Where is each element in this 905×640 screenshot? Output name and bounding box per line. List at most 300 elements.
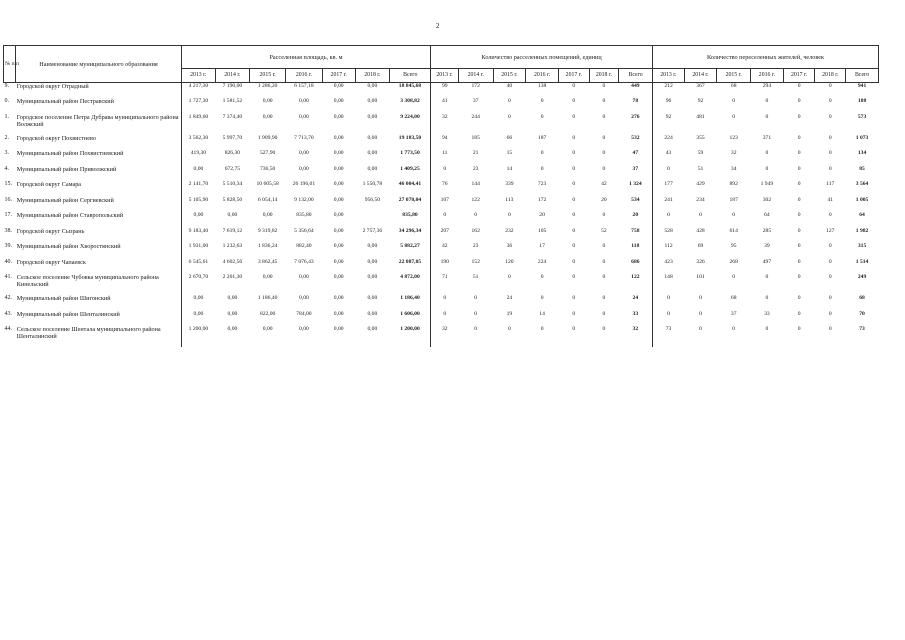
table-row bbox=[4, 114, 879, 135]
area-cell: 1 286,20 bbox=[250, 83, 286, 99]
people-cell: 0 bbox=[828, 150, 832, 156]
rooms-cell: 172 bbox=[537, 196, 547, 203]
area-cell: 0,00 bbox=[333, 113, 344, 120]
rooms-cell: 0 bbox=[540, 165, 544, 172]
area-cell: 0,00 bbox=[367, 258, 378, 265]
area-cell: 2 141,70 bbox=[181, 181, 215, 197]
rooms-cell: 138 bbox=[526, 83, 559, 99]
people-cell: 0 bbox=[828, 295, 832, 301]
area-cell: 4 602,56 bbox=[222, 258, 243, 265]
area-cell: 0,00 bbox=[227, 295, 238, 301]
rooms-cell: 23 bbox=[472, 165, 479, 172]
rooms-cell: 42 bbox=[601, 181, 607, 187]
people-cell: 573 bbox=[857, 113, 867, 120]
people-cell: 59 bbox=[697, 150, 704, 156]
area-cell: 7 713,70 bbox=[294, 134, 314, 141]
people-cell: 123 bbox=[729, 134, 738, 141]
rooms-cell: 36 bbox=[506, 243, 513, 249]
rooms-cell: 122 bbox=[471, 196, 480, 203]
rooms-cell: 0 bbox=[602, 274, 606, 280]
rooms-cell: 0 bbox=[474, 295, 478, 301]
row-number: 16. bbox=[4, 196, 12, 203]
area-cell: 5 828,50 bbox=[222, 196, 243, 203]
rooms-cell: 0 bbox=[572, 243, 576, 249]
area-cell: 0,00 bbox=[367, 134, 378, 141]
rooms-cell: 0 bbox=[602, 310, 606, 317]
rooms-cell: 0 bbox=[431, 311, 459, 327]
people-cell: 0 bbox=[783, 83, 815, 99]
rooms-cell: 0 bbox=[572, 134, 576, 141]
people-cell: 614 bbox=[729, 227, 738, 234]
header-rooms-year: 2013 г. bbox=[431, 69, 459, 83]
area-cell: 0,00 bbox=[333, 326, 344, 332]
people-cell: 3 564 bbox=[855, 181, 869, 187]
rooms-cell: 0 bbox=[572, 98, 576, 104]
area-cell: 0,00 bbox=[227, 326, 238, 332]
rooms-cell: 0 bbox=[572, 274, 576, 280]
table-row bbox=[4, 311, 879, 327]
row-number: 1. bbox=[4, 113, 9, 120]
area-cell: 956,50 bbox=[364, 196, 381, 203]
people-cell: 423 bbox=[652, 259, 684, 275]
rooms-cell: 0 bbox=[602, 150, 606, 156]
rooms-cell: 76 bbox=[431, 181, 459, 197]
table-row bbox=[4, 135, 879, 151]
rooms-cell: 758 bbox=[631, 227, 640, 234]
rooms-cell: 66 bbox=[506, 134, 513, 141]
people-cell: 268 bbox=[729, 258, 738, 265]
people-cell: 0 bbox=[797, 326, 801, 332]
area-cell: 1 849,60 bbox=[181, 114, 215, 135]
area-cell: 6 157,18 bbox=[286, 83, 323, 99]
municipality-name: Муниципальный район Приволжский bbox=[16, 165, 117, 173]
area-cell: 0,00 bbox=[181, 166, 215, 182]
people-cell: 497 bbox=[762, 258, 772, 265]
area-cell: 5 882,27 bbox=[400, 243, 420, 249]
municipality-name: Муниципальный район Сергиевский bbox=[16, 196, 114, 204]
rooms-cell: 17 bbox=[539, 243, 545, 249]
people-cell: 0 bbox=[797, 227, 801, 234]
area-cell: 0,00 bbox=[181, 311, 215, 327]
area-cell: 0,00 bbox=[299, 150, 309, 156]
people-cell: 0 bbox=[699, 326, 702, 332]
people-cell: 371 bbox=[762, 134, 772, 141]
people-cell: 892 bbox=[729, 181, 738, 187]
rooms-cell: 0 bbox=[602, 258, 606, 265]
header-rooms-year: Всего bbox=[619, 69, 653, 83]
rooms-cell: 40 bbox=[493, 83, 526, 99]
header-people-year: Всего bbox=[846, 69, 879, 83]
people-cell: 0 bbox=[797, 295, 801, 301]
people-cell: 0 bbox=[765, 150, 769, 156]
header-rooms-year: 2015 г. bbox=[493, 69, 526, 83]
area-cell: 5 356,64 bbox=[294, 227, 314, 234]
people-cell: 101 bbox=[696, 274, 705, 280]
rooms-cell: 0 bbox=[572, 326, 576, 332]
people-cell: 0 bbox=[797, 196, 801, 203]
rooms-cell: 0 bbox=[572, 113, 576, 120]
area-cell: 672,75 bbox=[224, 165, 241, 172]
people-cell: 0 bbox=[797, 113, 801, 120]
row-number: 39. bbox=[4, 243, 12, 249]
people-cell: 0 bbox=[699, 212, 702, 218]
rooms-cell: 0 bbox=[602, 113, 606, 120]
people-cell: 0 bbox=[797, 258, 801, 265]
municipality-name: Городской округ Отрадный bbox=[16, 83, 182, 99]
row-number: 3. bbox=[4, 150, 9, 156]
people-cell: 0 bbox=[828, 165, 832, 172]
table-row bbox=[4, 83, 879, 99]
table-row bbox=[4, 274, 879, 295]
area-cell: 9 132,00 bbox=[294, 196, 314, 203]
area-cell: 4 872,00 bbox=[400, 274, 420, 280]
people-cell: 0 bbox=[828, 98, 832, 104]
people-cell: 92 bbox=[697, 98, 704, 104]
people-cell: 148 bbox=[652, 274, 684, 295]
row-number: 4. bbox=[4, 165, 9, 172]
area-cell: 784,00 bbox=[296, 310, 312, 317]
header-rooms-year: 2017 г. bbox=[558, 69, 589, 83]
rooms-cell: 0 bbox=[572, 258, 576, 265]
rooms-cell: 0 bbox=[572, 295, 576, 301]
rooms-cell: 94 bbox=[431, 135, 459, 151]
rooms-cell: 21 bbox=[472, 150, 479, 156]
area-cell bbox=[355, 212, 390, 228]
area-cell: 1 232,63 bbox=[222, 243, 243, 249]
rooms-cell: 120 bbox=[505, 258, 514, 265]
people-cell: 0 bbox=[732, 274, 736, 280]
rooms-cell: 686 bbox=[631, 258, 640, 265]
municipality-name: Городской округ Сызрань bbox=[16, 227, 85, 235]
municipality-name: Сельское поселение Чубовка муниципального района Кинельский bbox=[16, 274, 159, 288]
municipality-name: Городской округ Самара bbox=[16, 181, 82, 188]
people-cell: 0 bbox=[765, 274, 769, 280]
table-row bbox=[4, 150, 879, 166]
people-cell: 0 bbox=[699, 310, 702, 317]
rooms-cell: 20 bbox=[539, 212, 545, 218]
row-number: 44. bbox=[4, 326, 12, 332]
people-cell: 0 bbox=[797, 243, 801, 249]
rooms-cell: 0 bbox=[474, 212, 478, 218]
area-cell: 0,00 bbox=[181, 212, 215, 228]
rooms-cell: 14 bbox=[506, 165, 513, 172]
rooms-cell: 0 bbox=[572, 227, 576, 234]
area-cell: 0,00 bbox=[299, 98, 309, 104]
people-cell: 43 bbox=[652, 150, 684, 166]
row-number: 41. bbox=[4, 274, 12, 280]
people-cell: 112 bbox=[652, 243, 684, 259]
area-cell: 0,00 bbox=[367, 150, 378, 156]
area-cell: 0,00 bbox=[262, 113, 273, 120]
people-cell: 117 bbox=[826, 181, 835, 187]
rooms-cell: 47 bbox=[632, 150, 639, 156]
people-cell: 355 bbox=[696, 134, 705, 141]
area-cell: 5 510,34 bbox=[222, 181, 243, 187]
area-cell: 826,30 bbox=[224, 150, 241, 156]
header-area-year: 2017 г. bbox=[322, 69, 355, 83]
area-cell: 0,00 bbox=[181, 295, 215, 311]
people-cell: 85 bbox=[859, 165, 865, 172]
rooms-cell: 0 bbox=[431, 295, 459, 311]
people-cell: 0 bbox=[797, 98, 801, 104]
people-cell: 1 514 bbox=[855, 258, 869, 265]
area-cell: 19 183,50 bbox=[398, 134, 422, 141]
header-area-year: 2015 г. bbox=[250, 69, 286, 83]
area-cell: 0,00 bbox=[333, 243, 344, 249]
area-cell: 5 105,90 bbox=[181, 197, 215, 213]
people-cell: 177 bbox=[652, 181, 684, 197]
rooms-cell: 534 bbox=[631, 196, 640, 203]
area-cell: 46 004,41 bbox=[398, 181, 422, 187]
area-cell: 7 619,12 bbox=[222, 227, 243, 234]
rooms-cell: 224 bbox=[537, 258, 547, 265]
rooms-cell: 122 bbox=[631, 274, 640, 280]
people-cell: 285 bbox=[762, 227, 772, 234]
header-people-year: 2016 г. bbox=[751, 69, 784, 83]
rooms-cell: 276 bbox=[631, 113, 640, 120]
rooms-cell: 0 bbox=[602, 326, 606, 332]
people-cell: 73 bbox=[859, 326, 865, 332]
rooms-cell: 78 bbox=[632, 98, 639, 104]
area-cell: 0,00 bbox=[299, 295, 309, 301]
people-cell: 134 bbox=[857, 150, 867, 156]
people-cell: 0 bbox=[797, 181, 801, 187]
people-cell: 187 bbox=[729, 196, 738, 203]
people-cell: 64 bbox=[859, 212, 865, 218]
rooms-cell: 162 bbox=[471, 227, 480, 234]
rooms-cell: 449 bbox=[619, 83, 653, 99]
people-cell: 0 bbox=[765, 295, 769, 301]
municipality-name: Муниципальный район Шигонский bbox=[16, 295, 111, 302]
row-number: 40. bbox=[4, 258, 12, 265]
municipality-name: Муниципальный район Шенталинский bbox=[16, 310, 120, 318]
municipality-name: Городской округ Чапаевск bbox=[16, 258, 86, 266]
header-group-area: Расселенная площадь, кв. м bbox=[181, 46, 430, 69]
rooms-cell: 51 bbox=[472, 274, 479, 280]
people-cell: 51 bbox=[697, 165, 704, 172]
rooms-cell: 24 bbox=[632, 295, 639, 301]
people-cell: 0 bbox=[828, 274, 832, 280]
people-cell: 0 bbox=[652, 166, 684, 182]
rooms-cell: 532 bbox=[631, 134, 640, 141]
rooms-cell: 32 bbox=[431, 326, 459, 347]
rooms-cell: 185 bbox=[471, 134, 480, 141]
people-cell: 0 bbox=[828, 326, 832, 332]
people-cell: 0 bbox=[652, 295, 684, 311]
area-cell: 1 186,40 bbox=[257, 295, 278, 301]
area-cell: 0,00 bbox=[262, 212, 273, 218]
rooms-cell: 0 bbox=[602, 134, 606, 141]
table-row bbox=[4, 243, 879, 259]
area-cell: 0,00 bbox=[333, 98, 344, 104]
header-people-year: 2018 г. bbox=[815, 69, 846, 83]
people-cell: 0 bbox=[815, 83, 846, 99]
rooms-cell: 0 bbox=[602, 295, 606, 301]
people-cell: 0 bbox=[797, 150, 801, 156]
area-cell: 10 605,58 bbox=[256, 181, 279, 187]
area-cell: 1 773,50 bbox=[400, 150, 420, 156]
people-cell: 127 bbox=[826, 227, 835, 234]
people-cell: 0 bbox=[765, 326, 769, 332]
table-row bbox=[4, 326, 879, 347]
area-cell: 0,00 bbox=[227, 212, 238, 218]
people-cell: 0 bbox=[652, 311, 684, 327]
rooms-cell: 0 bbox=[572, 212, 576, 218]
area-cell: 736,50 bbox=[259, 165, 276, 172]
people-cell: 37 bbox=[730, 310, 737, 317]
people-cell: 0 bbox=[797, 212, 801, 218]
rooms-cell: 0 bbox=[508, 326, 511, 332]
rooms-cell: 19 bbox=[506, 310, 513, 317]
people-cell: 1 005 bbox=[855, 196, 869, 203]
people-cell: 0 bbox=[828, 212, 832, 218]
people-cell: 294 bbox=[751, 83, 784, 99]
people-cell: 73 bbox=[652, 326, 684, 347]
rooms-cell: 32 bbox=[632, 326, 639, 332]
area-cell: 0,00 bbox=[367, 243, 378, 249]
area-cell: 9 183,40 bbox=[181, 228, 215, 244]
people-cell: 241 bbox=[652, 197, 684, 213]
rooms-cell: 15 bbox=[506, 150, 513, 156]
table-row bbox=[4, 259, 879, 275]
rooms-cell: 244 bbox=[471, 113, 480, 120]
rooms-cell: 99 bbox=[431, 83, 459, 99]
area-cell: 3 562,30 bbox=[181, 135, 215, 151]
rooms-cell: 71 bbox=[431, 274, 459, 295]
area-cell: 7 374,40 bbox=[222, 113, 243, 120]
table-row bbox=[4, 98, 879, 114]
area-cell: 0,00 bbox=[367, 113, 378, 120]
area-cell: 835,80 bbox=[296, 212, 312, 218]
people-cell: 68 bbox=[717, 83, 751, 99]
rooms-cell: 152 bbox=[471, 258, 480, 265]
rooms-cell: 0 bbox=[540, 98, 544, 104]
area-cell: 1 409,25 bbox=[400, 165, 420, 172]
rooms-cell: 20 bbox=[601, 196, 607, 203]
rooms-cell: 0 bbox=[540, 274, 544, 280]
area-cell: 27 078,04 bbox=[398, 196, 422, 203]
area-cell: 0,00 bbox=[333, 258, 344, 265]
rooms-cell: 0 bbox=[508, 113, 511, 120]
rooms-cell: 0 bbox=[508, 98, 511, 104]
rooms-cell: 0 bbox=[572, 165, 576, 172]
area-cell: 5 997,70 bbox=[222, 134, 243, 141]
area-cell: 835,80 bbox=[402, 212, 418, 218]
area-cell: 7 190,00 bbox=[215, 83, 250, 99]
people-cell: 0 bbox=[828, 243, 832, 249]
area-cell: 0,00 bbox=[262, 274, 273, 280]
rooms-cell: 0 bbox=[572, 310, 576, 317]
area-cell: 527,90 bbox=[259, 150, 276, 156]
area-cell: 0,00 bbox=[367, 310, 378, 317]
table-row bbox=[4, 197, 879, 213]
rooms-cell: 14 bbox=[539, 310, 545, 317]
people-cell: 315 bbox=[857, 243, 867, 249]
people-cell: 0 bbox=[732, 98, 736, 104]
people-cell: 234 bbox=[696, 196, 705, 203]
row-number: 0. bbox=[4, 98, 9, 104]
area-cell: 0,00 bbox=[355, 83, 390, 99]
area-cell: 0,00 bbox=[299, 113, 309, 120]
municipality-name: Муниципальный район Хворостянский bbox=[16, 243, 121, 250]
rooms-cell: 0 bbox=[431, 166, 459, 182]
area-cell: 0,00 bbox=[333, 310, 344, 317]
people-cell: 0 bbox=[797, 274, 801, 280]
rooms-cell: 172 bbox=[458, 83, 493, 99]
people-cell: 224 bbox=[652, 135, 684, 151]
rooms-cell: 41 bbox=[431, 98, 459, 114]
area-cell: 882,40 bbox=[296, 243, 312, 249]
table-row bbox=[4, 166, 879, 182]
rooms-cell: 0 bbox=[602, 98, 606, 104]
area-cell: 1 581,52 bbox=[222, 98, 243, 104]
table-row bbox=[4, 212, 879, 228]
municipality-name: Муниципальный район Похвистневский bbox=[16, 150, 124, 157]
area-cell: 18 845,68 bbox=[390, 83, 431, 99]
header-area-year: 2018 г. bbox=[355, 69, 390, 83]
rooms-cell: 339 bbox=[505, 181, 514, 187]
header-area-year: Всего bbox=[390, 69, 431, 83]
people-cell: 0 bbox=[797, 165, 801, 172]
rooms-cell: 20 bbox=[632, 212, 639, 218]
rooms-cell: 24 bbox=[506, 295, 513, 301]
people-cell: 0 bbox=[797, 310, 801, 317]
municipality-name: Городской округ Похвистнево bbox=[16, 134, 96, 142]
area-cell: 0,00 bbox=[367, 274, 378, 280]
table-body bbox=[4, 83, 879, 348]
people-cell: 0 bbox=[828, 258, 832, 265]
row-number: 9. bbox=[4, 83, 16, 99]
people-cell: 0 bbox=[828, 113, 832, 120]
area-cell: 1 200,00 bbox=[400, 326, 420, 332]
rooms-cell: 190 bbox=[431, 259, 459, 275]
header-area-year: 2013 г. bbox=[181, 69, 215, 83]
rooms-cell: 187 bbox=[537, 134, 547, 141]
people-cell: 68 bbox=[730, 295, 737, 301]
people-cell: 33 bbox=[764, 310, 770, 317]
area-cell: 0,00 bbox=[333, 196, 344, 203]
people-cell: 0 bbox=[828, 310, 832, 317]
people-cell: 34 bbox=[730, 165, 737, 172]
area-cell: 2 670,70 bbox=[181, 274, 215, 295]
people-cell: 188 bbox=[857, 98, 867, 104]
people-cell: 302 bbox=[762, 196, 772, 203]
header-area-year: 2016 г. bbox=[286, 69, 323, 83]
area-cell: 0,00 bbox=[262, 326, 273, 332]
row-number: 15. bbox=[4, 181, 12, 187]
rooms-cell: 42 bbox=[431, 243, 459, 259]
area-cell: 4 217,30 bbox=[181, 83, 215, 99]
rooms-cell: 0 bbox=[474, 310, 478, 317]
people-cell: 212 bbox=[652, 83, 684, 99]
people-cell: 0 bbox=[797, 134, 801, 141]
municipality-name: Сельское поселение Шентала муниципального района Шенталинский bbox=[16, 326, 161, 340]
people-cell: 429 bbox=[696, 181, 705, 187]
rooms-cell: 0 bbox=[508, 274, 511, 280]
people-cell: 326 bbox=[696, 258, 705, 265]
rooms-cell: 723 bbox=[537, 181, 547, 187]
rooms-cell: 105 bbox=[537, 227, 547, 234]
people-cell: 39 bbox=[764, 243, 770, 249]
header-name: Наименование муниципального образования bbox=[16, 46, 182, 83]
rooms-cell: 207 bbox=[431, 228, 459, 244]
rooms-cell: 0 bbox=[540, 295, 544, 301]
header-people-year: 2015 г. bbox=[717, 69, 751, 83]
people-cell: 70 bbox=[859, 310, 865, 317]
area-cell: 0,00 bbox=[367, 165, 378, 172]
header-group-rooms: Количество расселенных помещений, единиц bbox=[431, 46, 653, 69]
people-cell: 96 bbox=[652, 98, 684, 114]
